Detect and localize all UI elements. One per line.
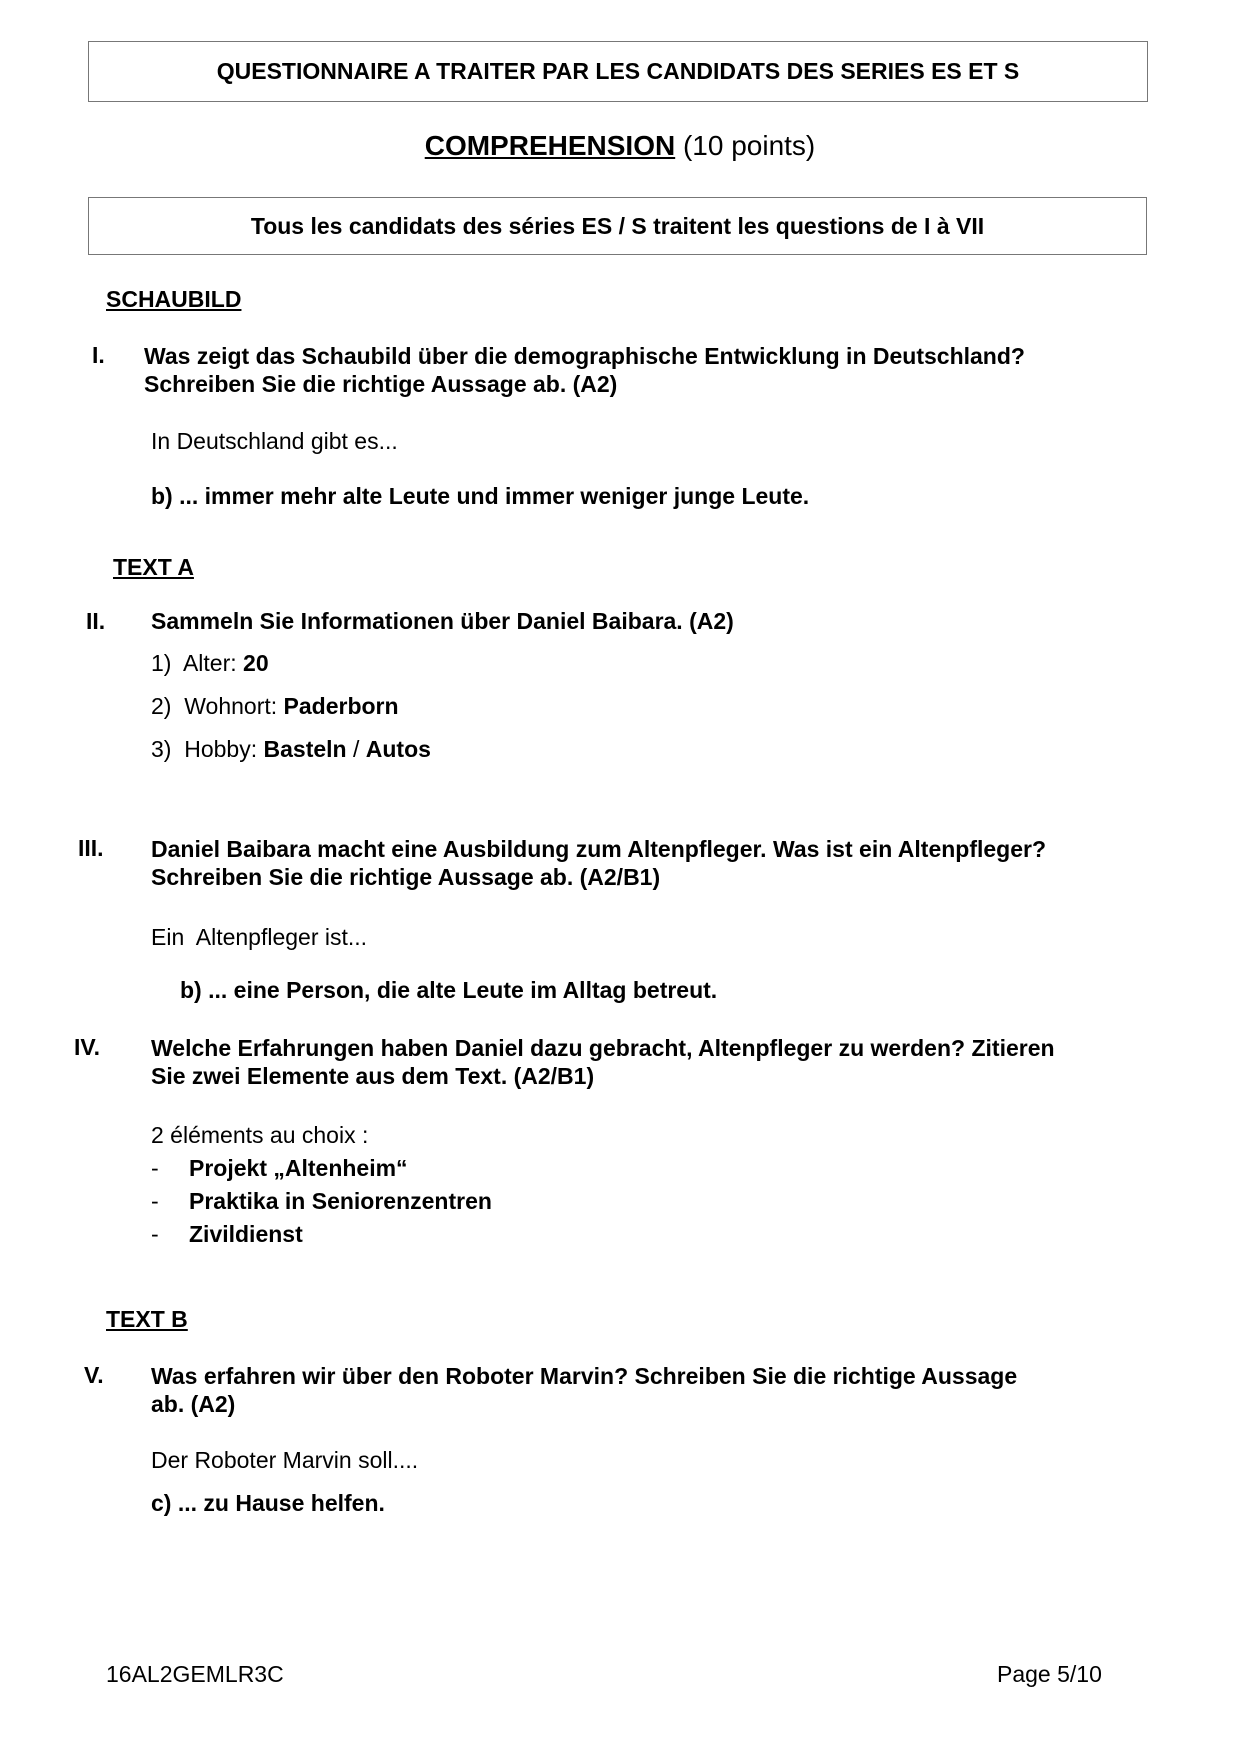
q3-question: [151, 835, 1046, 891]
q3-line1: Daniel Baibara macht eine Ausbildung zum Altenpfleger. Was ist ein Altenpfleger?: [151, 836, 1047, 862]
q4-question: [151, 1034, 1055, 1090]
bullet-text: Zivildienst: [189, 1221, 303, 1247]
item-value: Basteln: [263, 736, 347, 762]
q5-answer: c) ... zu Hause helfen.: [151, 1490, 385, 1516]
q2-item-residence: [151, 693, 399, 720]
section-schaubild: SCHAUBILD: [106, 286, 242, 312]
item-number: 3): [151, 736, 172, 762]
q5-intro: Der Roboter Marvin soll....: [151, 1447, 419, 1473]
bullet-text: Projekt „Altenheim“: [189, 1155, 408, 1181]
item-label: Alter:: [182, 650, 244, 676]
q3-number: III.: [78, 835, 104, 861]
q2-item-hobby: [151, 736, 431, 763]
q5-number: V.: [84, 1362, 104, 1388]
q1-intro: In Deutschland gibt es...: [151, 428, 398, 454]
q2-item-age: [151, 650, 269, 677]
q4-number: IV.: [74, 1034, 101, 1060]
q4-intro: 2 éléments au choix :: [151, 1122, 369, 1148]
q4-line1: Welche Erfahrungen haben Daniel dazu gebracht, Altenpfleger zu werden? Zitieren: [151, 1035, 1055, 1061]
item-value-2: Autos: [365, 736, 431, 762]
q4-bullet: [151, 1221, 303, 1248]
q1-line1: Was zeigt das Schaubild über die demographische Entwicklung in Deutschland?: [144, 343, 1025, 369]
title-main: COMPREHENSION: [424, 130, 676, 161]
item-separator: /: [346, 736, 366, 762]
item-value: 20: [243, 650, 269, 676]
q2-number: II.: [86, 608, 106, 634]
q5-line1: Was erfahren wir über den Roboter Marvin? Schreiben Sie die richtige Aussage: [151, 1363, 1018, 1389]
dash-marker: -: [151, 1155, 159, 1181]
q1-number: I.: [92, 342, 105, 368]
q4-line2: Sie zwei Elemente aus dem Text. (A2/B1): [151, 1063, 595, 1089]
q5-question: [151, 1362, 1017, 1418]
section-text-a: TEXT A: [113, 554, 194, 580]
title-points: (10 points): [682, 130, 816, 161]
q2-question: Sammeln Sie Informationen über Daniel Baibara. (A2): [151, 608, 734, 634]
dash-marker: -: [151, 1188, 159, 1214]
q3-line2: Schreiben Sie die richtige Aussage ab. (A2/B1): [151, 864, 661, 890]
q1-answer: b) ... immer mehr alte Leute und immer weniger junge Leute.: [151, 483, 810, 509]
q4-bullet: [151, 1188, 492, 1215]
item-label: Hobby:: [184, 736, 264, 762]
instruction-box: Tous les candidats des séries ES / S traitent les questions de I à VII: [88, 197, 1147, 255]
item-label: Wohnort:: [184, 693, 284, 719]
dash-marker: -: [151, 1221, 159, 1247]
q1-question: [144, 342, 1025, 398]
footer-code: 16AL2GEMLR3C: [106, 1661, 284, 1687]
header-box: QUESTIONNAIRE A TRAITER PAR LES CANDIDATS DES SERIES ES ET S: [88, 41, 1148, 102]
page-title: [0, 130, 1240, 162]
q1-line2: Schreiben Sie die richtige Aussage ab. (A2): [144, 371, 618, 397]
q3-answer: b) ... eine Person, die alte Leute im Alltag betreut.: [180, 977, 718, 1003]
q5-line2: ab. (A2): [151, 1391, 236, 1417]
item-number: 2): [151, 693, 172, 719]
bullet-text: Praktika in Seniorenzentren: [189, 1188, 492, 1214]
item-value: Paderborn: [283, 693, 399, 719]
section-text-b: TEXT B: [106, 1306, 188, 1332]
q3-intro: Ein Altenpfleger ist...: [151, 924, 368, 950]
q4-bullet: [151, 1155, 408, 1182]
item-number: 1): [151, 650, 172, 676]
footer-page: Page 5/10: [997, 1661, 1102, 1687]
